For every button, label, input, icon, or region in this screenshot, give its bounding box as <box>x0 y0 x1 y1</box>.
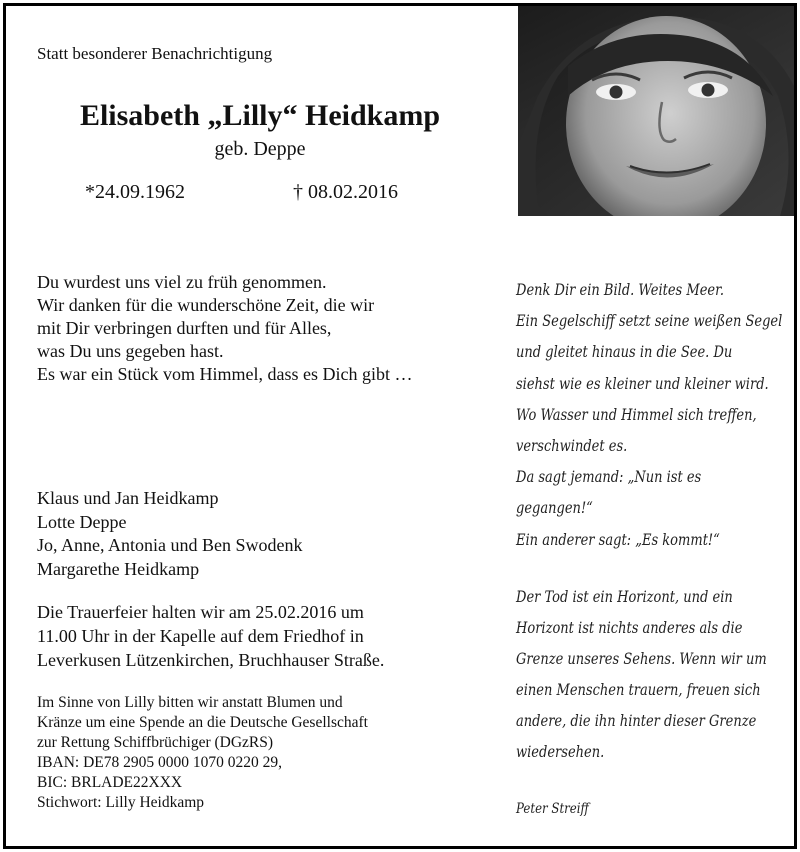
poem-line: Ein anderer sagt: „Es kommt!“ <box>516 530 720 549</box>
poem-line: Ein Segelschiff setzt seine weißen Segel <box>516 312 783 331</box>
poem-line: Der Tod ist ein Horizont, und ein <box>516 588 733 606</box>
donation-line: Kränze um eine Spende an die Deutsche Gesellschaft <box>37 714 368 731</box>
obituary-card <box>3 3 797 849</box>
mourner-name: Lotte Deppe <box>37 511 127 532</box>
ceremony-line: 11.00 Uhr in der Kapelle auf dem Friedhof in <box>37 626 364 646</box>
deceased-name: Elisabeth „Lilly“ Heidkamp <box>79 99 441 132</box>
mourner-name: Jo, Anne, Antonia und Ben Swodenk <box>37 535 303 555</box>
ceremony-line: Leverkusen Lützenkirchen, Bruchhauser Straße. <box>37 650 385 670</box>
poem-line: Horizont ist nichts anderes als die <box>516 619 743 637</box>
poem-line: einen Menschen trauern, freuen sich <box>516 681 761 699</box>
poem-stanza-2 <box>516 582 767 768</box>
death-date: † 08.02.2016 <box>293 181 398 203</box>
poem-line: andere, die ihn hinter dieser Grenze <box>516 712 757 730</box>
poem-line: siehst wie es kleiner und kleiner wird. <box>516 374 769 393</box>
intro-line: Es war ein Stück vom Himmel, dass es Dich gibt … <box>37 364 413 384</box>
ceremony-info <box>37 600 384 672</box>
mourner-name: Klaus und Jan Heidkamp <box>37 488 219 508</box>
poem-line: Da sagt jemand: „Nun ist es <box>516 468 702 487</box>
poem-stanza-1 <box>516 275 782 556</box>
maiden-name: geb. Deppe <box>214 138 306 160</box>
intro-line: mit Dir verbringen durften und für Alles, <box>37 318 332 338</box>
donation-line: IBAN: DE78 2905 0000 1070 0220 29, <box>37 754 282 771</box>
donation-line: BIC: BRLADE22XXX <box>37 774 183 791</box>
portrait-photo <box>518 6 794 216</box>
notice-heading: Statt besonderer Benachrichtigung <box>37 44 273 63</box>
poem-line: und gleitet hinaus in die See. Du <box>516 343 733 362</box>
poem-author: Peter Streiff <box>516 801 589 817</box>
poem-line: verschwindet es. <box>516 437 628 456</box>
birth-date: *24.09.1962 <box>85 181 185 203</box>
portrait-image <box>518 6 794 216</box>
poem-line: gegangen!“ <box>516 499 593 518</box>
intro-line: Wir danken für die wunderschöne Zeit, die wir <box>37 295 375 315</box>
donation-line: Im Sinne von Lilly bitten wir anstatt Blumen und <box>37 694 343 711</box>
intro-line: Du wurdest uns viel zu früh genommen. <box>37 272 327 292</box>
mourner-name: Margarethe Heidkamp <box>37 558 200 579</box>
donation-info <box>37 693 368 813</box>
poem-line: wiedersehen. <box>516 743 605 761</box>
donation-line: zur Rettung Schiffbrüchiger (DGzRS) <box>37 734 274 751</box>
mourners-list <box>37 487 303 581</box>
intro-line: was Du uns gegeben hast. <box>37 341 224 361</box>
ceremony-line: Die Trauerfeier halten wir am 25.02.2016 um <box>37 602 364 622</box>
poem-line: Grenze unseres Sehens. Wenn wir um <box>516 650 767 668</box>
poem-line: Denk Dir ein Bild. Weites Meer. <box>516 281 725 299</box>
poem-line: Wo Wasser und Himmel sich treffen, <box>516 405 757 424</box>
intro-text <box>37 271 412 386</box>
donation-line: Stichwort: Lilly Heidkamp <box>37 794 205 811</box>
